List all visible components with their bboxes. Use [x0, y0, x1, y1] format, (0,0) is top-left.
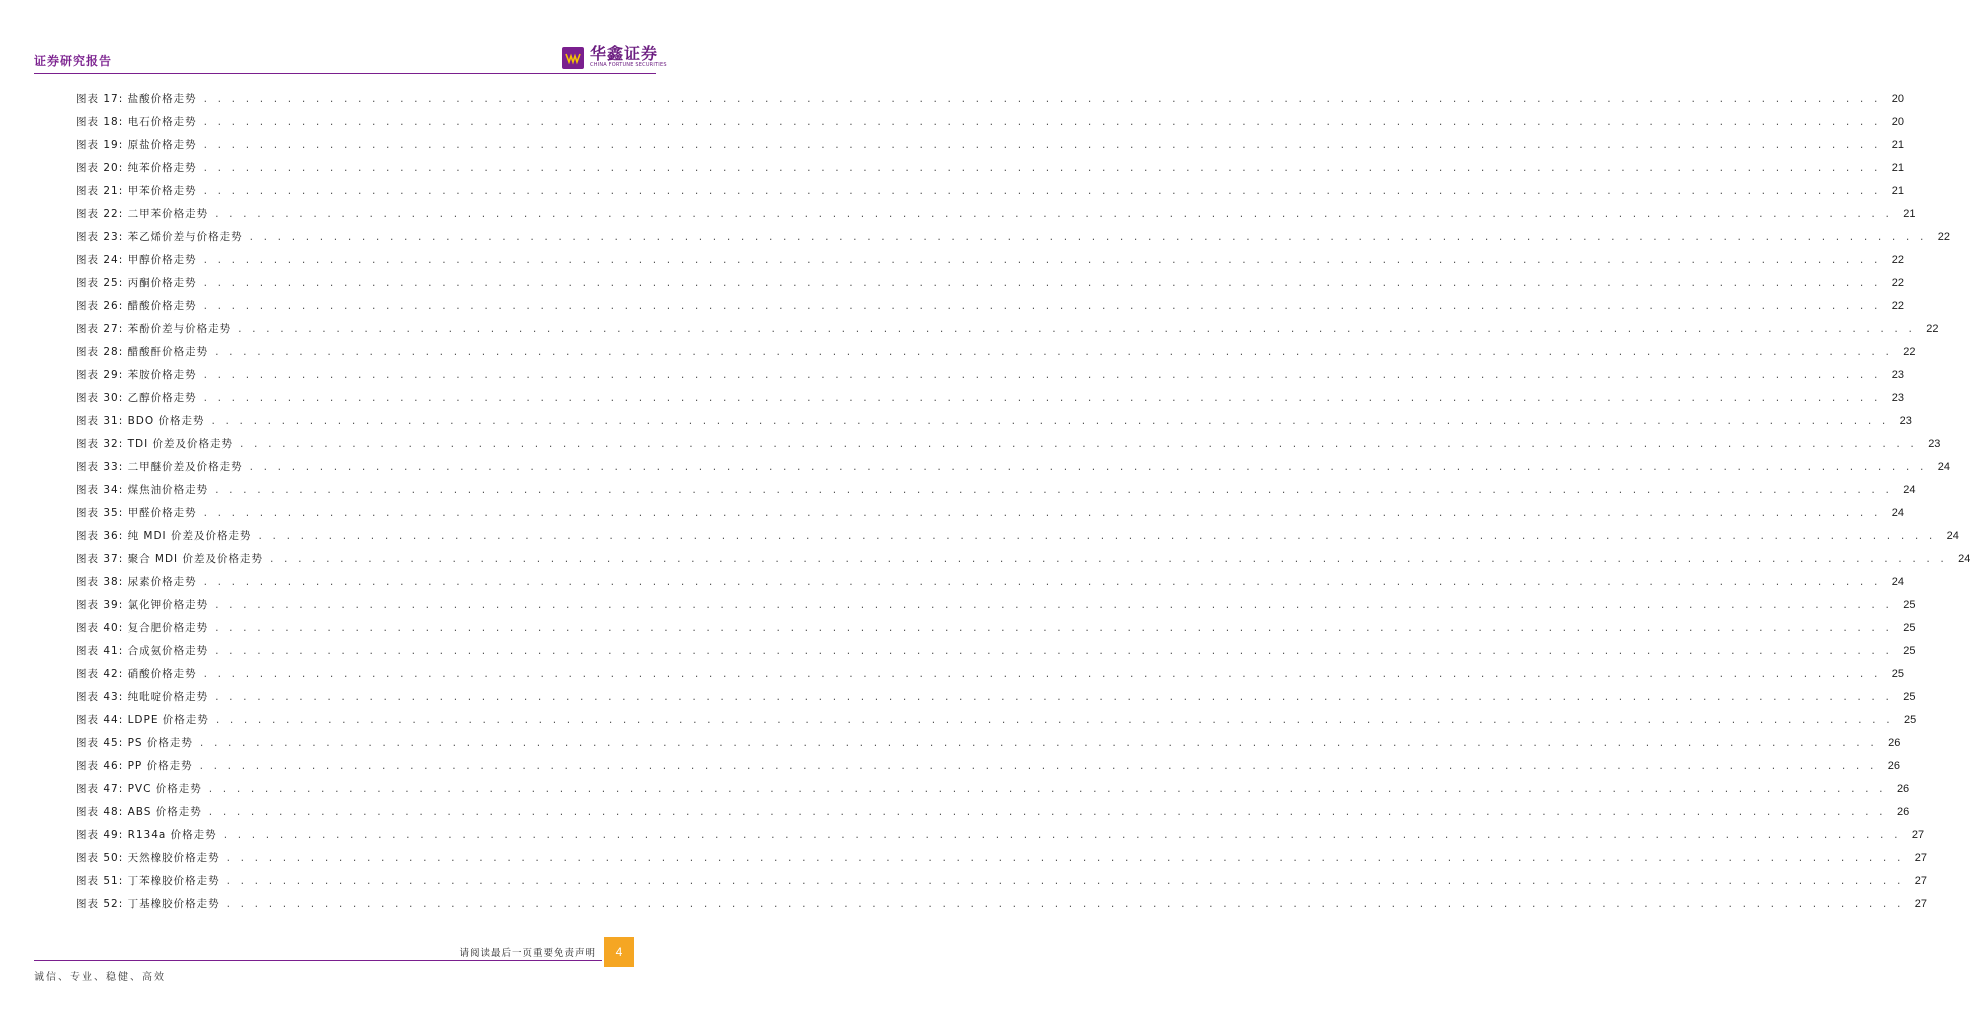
toc-dot-leader: . . . . . . . . . . . . . . . . . . . . . . . . . . . . . . . . . . . . . . . . . . . . . . . . . . . . . . . . . . . . . . . . . . . . . . . . . . . . . . . . . . . . . . . . . . . . . . . . . . . . . . . . . . . . . . . . . . . . . . . .: [214, 486, 1892, 496]
toc-entry-label: 图表 38: 尿素价格走势: [76, 576, 197, 588]
toc-entry-page: 25: [1903, 645, 1916, 657]
toc-entry[interactable]: [76, 272, 1904, 295]
toc-entry[interactable]: [76, 778, 1910, 801]
toc-entry-label: 图表 31: BDO 价格走势: [76, 415, 205, 427]
toc-entry-label: 图表 22: 二甲苯价格走势: [76, 208, 209, 220]
toc-dot-leader: . . . . . . . . . . . . . . . . . . . . . . . . . . . . . . . . . . . . . . . . . . . . . . . . . . . . . . . . . . . . . . . . . . . . . . . . . . . . . . . . . . . . . . . . . . . . . . . . . . . . . . . . . . . . . . . . . . . . . . . .: [214, 601, 1892, 611]
toc-entry[interactable]: [76, 617, 1916, 640]
toc-entry[interactable]: [76, 387, 1904, 410]
toc-entry[interactable]: [76, 801, 1910, 824]
toc-entry-page: 26: [1896, 783, 1910, 795]
toc-entry[interactable]: [76, 640, 1916, 663]
toc-entry-page: 21: [1891, 162, 1904, 174]
toc-entry-page: 27: [1914, 875, 1927, 887]
brand-name-cn: 华鑫证券: [590, 44, 659, 63]
toc-entry-label: 图表 37: 聚合 MDI 价差及价格走势: [76, 553, 263, 565]
toc-entry[interactable]: [76, 433, 1941, 456]
toc-dot-leader: . . . . . . . . . . . . . . . . . . . . . . . . . . . . . . . . . . . . . . . . . . . . . . . . . . . . . . . . . . . . . . . . . . . . . . . . . . . . . . . . . . . . . . . . . . . . . . . . . . . . . . . . . . . . . . . . . . . . . . . .: [225, 877, 1903, 887]
toc-entry[interactable]: [76, 318, 1939, 341]
toc-entry-page: 25: [1891, 668, 1904, 680]
toc-dot-leader: . . . . . . . . . . . . . . . . . . . . . . . . . . . . . . . . . . . . . . . . . . . . . . . . . . . . . . . . . . . . . . . . . . . . . . . . . . . . . . . . . . . . . . . . . . . . . . . . . . . . . . . . . . . . . . . . . . . . . . . .: [202, 670, 1880, 680]
toc-entry[interactable]: [76, 456, 1950, 479]
company-slogan: 诚信、专业、稳健、高效: [34, 972, 166, 983]
toc-entry-page: 24: [1937, 461, 1950, 473]
toc-entry-page: 25: [1903, 714, 1917, 726]
toc-entry[interactable]: [76, 755, 1900, 778]
toc-entry-page: 25: [1903, 691, 1916, 703]
toc-entry-label: 图表 34: 煤焦油价格走势: [76, 484, 209, 496]
toc-dot-leader: . . . . . . . . . . . . . . . . . . . . . . . . . . . . . . . . . . . . . . . . . . . . . . . . . . . . . . . . . . . . . . . . . . . . . . . . . . . . . . . . . . . . . . . . . . . . . . . . . . . . . . . . . . . . . . . . . . . . . . . .: [202, 578, 1880, 588]
toc-entry-label: 图表 44: LDPE 价格走势: [76, 714, 209, 726]
toc-entry-page: 21: [1903, 208, 1916, 220]
toc-entry-label: 图表 35: 甲醛价格走势: [76, 507, 197, 519]
toc-entry-page: 27: [1911, 829, 1925, 841]
toc-dot-leader: . . . . . . . . . . . . . . . . . . . . . . . . . . . . . . . . . . . . . . . . . . . . . . . . . . . . . . . . . . . . . . . . . . . . . . . . . . . . . . . . . . . . . . . . . . . . . . . . . . . . . . . . . . . . . . . . . . . . . . . .: [214, 348, 1892, 358]
toc-dot-leader: . . . . . . . . . . . . . . . . . . . . . . . . . . . . . . . . . . . . . . . . . . . . . . . . . . . . . . . . . . . . . . . . . . . . . . . . . . . . . . . . . . . . . . . . . . . . . . . . . . . . . . . . . . . . . . . . . . . . . . . .: [269, 555, 1947, 565]
toc-entry-label: 图表 30: 乙醇价格走势: [76, 392, 197, 404]
toc-entry-label: 图表 51: 丁苯橡胶价格走势: [76, 875, 220, 887]
toc-entry-label: 图表 40: 复合肥价格走势: [76, 622, 209, 634]
toc-dot-leader: . . . . . . . . . . . . . . . . . . . . . . . . . . . . . . . . . . . . . . . . . . . . . . . . . . . . . . . . . . . . . . . . . . . . . . . . . . . . . . . . . . . . . . . . . . . . . . . . . . . . . . . . . . . . . . . . . . . . . . . .: [225, 900, 1903, 910]
toc-dot-leader: . . . . . . . . . . . . . . . . . . . . . . . . . . . . . . . . . . . . . . . . . . . . . . . . . . . . . . . . . . . . . . . . . . . . . . . . . . . . . . . . . . . . . . . . . . . . . . . . . . . . . . . . . . . . . . . . . . . . . . . .: [214, 693, 1892, 703]
toc-dot-leader: . . . . . . . . . . . . . . . . . . . . . . . . . . . . . . . . . . . . . . . . . . . . . . . . . . . . . . . . . . . . . . . . . . . . . . . . . . . . . . . . . . . . . . . . . . . . . . . . . . . . . . . . . . . . . . . . . . . . . . . .: [207, 785, 1886, 795]
toc-entry[interactable]: [76, 502, 1904, 525]
report-type-title: 证券研究报告: [34, 54, 113, 68]
toc-entry-page: 21: [1891, 185, 1904, 197]
toc-entry[interactable]: [76, 870, 1927, 893]
toc-entry[interactable]: [76, 893, 1927, 916]
toc-entry[interactable]: [76, 180, 1904, 203]
toc-entry[interactable]: [76, 410, 1912, 433]
toc-entry-label: 图表 47: PVC 价格走势: [76, 783, 202, 795]
page-number-badge: 4: [604, 937, 634, 967]
toc-entry-label: 图表 26: 醋酸价格走势: [76, 300, 197, 312]
toc-entry-page: 24: [1958, 553, 1970, 565]
toc-entry-label: 图表 48: ABS 价格走势: [76, 806, 202, 818]
header-divider: [34, 73, 656, 74]
toc-dot-leader: . . . . . . . . . . . . . . . . . . . . . . . . . . . . . . . . . . . . . . . . . . . . . . . . . . . . . . . . . . . . . . . . . . . . . . . . . . . . . . . . . . . . . . . . . . . . . . . . . . . . . . . . . . . . . . . . . . . . . . . .: [214, 210, 1892, 220]
toc-entry-page: 23: [1928, 438, 1941, 450]
disclaimer-note: 请阅读最后一页重要免责声明: [459, 948, 596, 959]
toc-entry-page: 22: [1926, 323, 1939, 335]
brand-mark-icon: [562, 47, 584, 69]
toc-entry-label: 图表 33: 二甲醚价差及价格走势: [76, 461, 243, 473]
toc-entry-page: 22: [1891, 277, 1904, 289]
toc-entry-page: 22: [1937, 231, 1950, 243]
toc-entry-page: 22: [1903, 346, 1916, 358]
toc-entry-label: 图表 17: 盐酸价格走势: [76, 93, 197, 105]
toc-dot-leader: . . . . . . . . . . . . . . . . . . . . . . . . . . . . . . . . . . . . . . . . . . . . . . . . . . . . . . . . . . . . . . . . . . . . . . . . . . . . . . . . . . . . . . . . . . . . . . . . . . . . . . . . . . . . . . . . . . . . . . . .: [202, 187, 1880, 197]
toc-entry-page: 24: [1891, 507, 1904, 519]
toc-entry-page: 26: [1896, 806, 1910, 818]
toc-entry-page: 23: [1899, 415, 1912, 427]
toc-entry-label: 图表 36: 纯 MDI 价差及价格走势: [76, 530, 252, 542]
toc-entry[interactable]: [76, 341, 1916, 364]
toc-entry-page: 24: [1891, 576, 1904, 588]
toc-dot-leader: . . . . . . . . . . . . . . . . . . . . . . . . . . . . . . . . . . . . . . . . . . . . . . . . . . . . . . . . . . . . . . . . . . . . . . . . . . . . . . . . . . . . . . . . . . . . . . . . . . . . . . . . . . . . . . . . . . . . . . . .: [198, 739, 1877, 749]
toc-entry-label: 图表 28: 醋酸酐价格走势: [76, 346, 209, 358]
toc-dot-leader: . . . . . . . . . . . . . . . . . . . . . . . . . . . . . . . . . . . . . . . . . . . . . . . . . . . . . . . . . . . . . . . . . . . . . . . . . . . . . . . . . . . . . . . . . . . . . . . . . . . . . . . . . . . . . . . . . . . . . . . .: [214, 624, 1892, 634]
toc-dot-leader: . . . . . . . . . . . . . . . . . . . . . . . . . . . . . . . . . . . . . . . . . . . . . . . . . . . . . . . . . . . . . . . . . . . . . . . . . . . . . . . . . . . . . . . . . . . . . . . . . . . . . . . . . . . . . . . . . . . . . . . .: [202, 302, 1880, 312]
toc-entry-label: 图表 41: 合成氨价格走势: [76, 645, 209, 657]
toc-entry-page: 24: [1903, 484, 1916, 496]
toc-entry[interactable]: [76, 571, 1904, 594]
toc-entry-label: 图表 50: 天然橡胶价格走势: [76, 852, 220, 864]
toc-entry-label: 图表 43: 纯吡啶价格走势: [76, 691, 209, 703]
toc-entry[interactable]: [76, 479, 1916, 502]
toc-entry[interactable]: [76, 594, 1916, 617]
toc-dot-leader: . . . . . . . . . . . . . . . . . . . . . . . . . . . . . . . . . . . . . . . . . . . . . . . . . . . . . . . . . . . . . . . . . . . . . . . . . . . . . . . . . . . . . . . . . . . . . . . . . . . . . . . . . . . . . . . . . . . . . . . .: [222, 831, 1901, 841]
toc-entry-page: 26: [1887, 760, 1900, 772]
toc-dot-leader: . . . . . . . . . . . . . . . . . . . . . . . . . . . . . . . . . . . . . . . . . . . . . . . . . . . . . . . . . . . . . . . . . . . . . . . . . . . . . . . . . . . . . . . . . . . . . . . . . . . . . . . . . . . . . . . . . . . . . . . .: [202, 118, 1880, 128]
toc-dot-leader: . . . . . . . . . . . . . . . . . . . . . . . . . . . . . . . . . . . . . . . . . . . . . . . . . . . . . . . . . . . . . . . . . . . . . . . . . . . . . . . . . . . . . . . . . . . . . . . . . . . . . . . . . . . . . . . . . . . . . . . .: [239, 440, 1917, 450]
toc-dot-leader: . . . . . . . . . . . . . . . . . . . . . . . . . . . . . . . . . . . . . . . . . . . . . . . . . . . . . . . . . . . . . . . . . . . . . . . . . . . . . . . . . . . . . . . . . . . . . . . . . . . . . . . . . . . . . . . . . . . . . . . .: [202, 141, 1880, 151]
toc-entry[interactable]: [76, 548, 1970, 571]
toc-dot-leader: . . . . . . . . . . . . . . . . . . . . . . . . . . . . . . . . . . . . . . . . . . . . . . . . . . . . . . . . . . . . . . . . . . . . . . . . . . . . . . . . . . . . . . . . . . . . . . . . . . . . . . . . . . . . . . . . . . . . . . . .: [210, 417, 1888, 427]
toc-entry-label: 图表 25: 丙酮价格走势: [76, 277, 197, 289]
toc-entry-page: 27: [1914, 852, 1927, 864]
toc-entry-page: 26: [1888, 737, 1901, 749]
toc-entry-label: 图表 19: 原盐价格走势: [76, 139, 197, 151]
toc-dot-leader: . . . . . . . . . . . . . . . . . . . . . . . . . . . . . . . . . . . . . . . . . . . . . . . . . . . . . . . . . . . . . . . . . . . . . . . . . . . . . . . . . . . . . . . . . . . . . . . . . . . . . . . . . . . . . . . . . . . . . . . .: [207, 808, 1886, 818]
toc-dot-leader: . . . . . . . . . . . . . . . . . . . . . . . . . . . . . . . . . . . . . . . . . . . . . . . . . . . . . . . . . . . . . . . . . . . . . . . . . . . . . . . . . . . . . . . . . . . . . . . . . . . . . . . . . . . . . . . . . . . . . . . .: [214, 647, 1892, 657]
toc-entry-page: 27: [1914, 898, 1927, 910]
toc-entry[interactable]: [76, 249, 1904, 272]
toc-dot-leader: . . . . . . . . . . . . . . . . . . . . . . . . . . . . . . . . . . . . . . . . . . . . . . . . . . . . . . . . . . . . . . . . . . . . . . . . . . . . . . . . . . . . . . . . . . . . . . . . . . . . . . . . . . . . . . . . . . . . . . . .: [202, 164, 1880, 174]
toc-entry[interactable]: [76, 663, 1904, 686]
brand-name-en: CHINA FORTUNE SECURITIES: [590, 62, 667, 68]
toc-dot-leader: . . . . . . . . . . . . . . . . . . . . . . . . . . . . . . . . . . . . . . . . . . . . . . . . . . . . . . . . . . . . . . . . . . . . . . . . . . . . . . . . . . . . . . . . . . . . . . . . . . . . . . . . . . . . . . . . . . . . . . . .: [214, 716, 1893, 726]
toc-entry[interactable]: [76, 686, 1916, 709]
toc-entry[interactable]: [76, 364, 1904, 387]
toc-dot-leader: . . . . . . . . . . . . . . . . . . . . . . . . . . . . . . . . . . . . . . . . . . . . . . . . . . . . . . . . . . . . . . . . . . . . . . . . . . . . . . . . . . . . . . . . . . . . . . . . . . . . . . . . . . . . . . . . . . . . . . . .: [202, 371, 1880, 381]
toc-dot-leader: . . . . . . . . . . . . . . . . . . . . . . . . . . . . . . . . . . . . . . . . . . . . . . . . . . . . . . . . . . . . . . . . . . . . . . . . . . . . . . . . . . . . . . . . . . . . . . . . . . . . . . . . . . . . . . . . . . . . . . . .: [202, 394, 1880, 404]
toc-dot-leader: . . . . . . . . . . . . . . . . . . . . . . . . . . . . . . . . . . . . . . . . . . . . . . . . . . . . . . . . . . . . . . . . . . . . . . . . . . . . . . . . . . . . . . . . . . . . . . . . . . . . . . . . . . . . . . . . . . . . . . . .: [248, 463, 1926, 473]
brand-logo: [562, 46, 667, 69]
toc-entry[interactable]: [76, 157, 1904, 180]
toc-entry-label: 图表 21: 甲苯价格走势: [76, 185, 197, 197]
toc-dot-leader: . . . . . . . . . . . . . . . . . . . . . . . . . . . . . . . . . . . . . . . . . . . . . . . . . . . . . . . . . . . . . . . . . . . . . . . . . . . . . . . . . . . . . . . . . . . . . . . . . . . . . . . . . . . . . . . . . . . . . . . .: [202, 509, 1880, 519]
toc-entry-label: 图表 42: 硝酸价格走势: [76, 668, 197, 680]
figure-index-list: [76, 88, 1970, 916]
toc-entry-label: 图表 52: 丁基橡胶价格走势: [76, 898, 220, 910]
toc-entry-page: 25: [1903, 599, 1916, 611]
toc-entry-label: 图表 18: 电石价格走势: [76, 116, 197, 128]
toc-entry[interactable]: [76, 525, 1959, 548]
toc-dot-leader: . . . . . . . . . . . . . . . . . . . . . . . . . . . . . . . . . . . . . . . . . . . . . . . . . . . . . . . . . . . . . . . . . . . . . . . . . . . . . . . . . . . . . . . . . . . . . . . . . . . . . . . . . . . . . . . . . . . . . . . .: [202, 279, 1880, 289]
toc-entry-page: 23: [1891, 369, 1904, 381]
toc-entry[interactable]: [76, 824, 1925, 847]
toc-entry-label: 图表 24: 甲醇价格走势: [76, 254, 197, 266]
toc-dot-leader: . . . . . . . . . . . . . . . . . . . . . . . . . . . . . . . . . . . . . . . . . . . . . . . . . . . . . . . . . . . . . . . . . . . . . . . . . . . . . . . . . . . . . . . . . . . . . . . . . . . . . . . . . . . . . . . . . . . . . . . .: [257, 532, 1935, 542]
toc-entry-label: 图表 23: 苯乙烯价差与价格走势: [76, 231, 243, 243]
toc-entry[interactable]: [76, 203, 1916, 226]
toc-entry[interactable]: [76, 295, 1904, 318]
toc-entry-page: 25: [1903, 622, 1916, 634]
toc-entry-label: 图表 39: 氯化钾价格走势: [76, 599, 209, 611]
toc-entry[interactable]: [76, 134, 1904, 157]
toc-entry-page: 22: [1891, 300, 1904, 312]
toc-entry-label: 图表 46: PP 价格走势: [76, 760, 193, 772]
toc-entry-page: 21: [1891, 139, 1904, 151]
toc-entry[interactable]: [76, 709, 1917, 732]
toc-entry[interactable]: [76, 732, 1901, 755]
toc-entry-label: 图表 45: PS 价格走势: [76, 737, 193, 749]
toc-entry-page: 22: [1891, 254, 1904, 266]
toc-dot-leader: . . . . . . . . . . . . . . . . . . . . . . . . . . . . . . . . . . . . . . . . . . . . . . . . . . . . . . . . . . . . . . . . . . . . . . . . . . . . . . . . . . . . . . . . . . . . . . . . . . . . . . . . . . . . . . . . . . . . . . . .: [198, 762, 1876, 772]
toc-entry-label: 图表 29: 苯胺价格走势: [76, 369, 197, 381]
footer-divider: [34, 960, 602, 961]
toc-entry[interactable]: [76, 847, 1927, 870]
toc-entry-page: 20: [1891, 93, 1904, 105]
toc-entry-label: 图表 20: 纯苯价格走势: [76, 162, 197, 174]
toc-dot-leader: . . . . . . . . . . . . . . . . . . . . . . . . . . . . . . . . . . . . . . . . . . . . . . . . . . . . . . . . . . . . . . . . . . . . . . . . . . . . . . . . . . . . . . . . . . . . . . . . . . . . . . . . . . . . . . . . . . . . . . . .: [248, 233, 1926, 243]
toc-entry-label: 图表 49: R134a 价格走势: [76, 829, 217, 841]
toc-entry-label: 图表 32: TDI 价差及价格走势: [76, 438, 234, 450]
toc-dot-leader: . . . . . . . . . . . . . . . . . . . . . . . . . . . . . . . . . . . . . . . . . . . . . . . . . . . . . . . . . . . . . . . . . . . . . . . . . . . . . . . . . . . . . . . . . . . . . . . . . . . . . . . . . . . . . . . . . . . . . . . .: [225, 854, 1903, 864]
toc-entry-page: 24: [1946, 530, 1959, 542]
toc-entry[interactable]: [76, 88, 1904, 111]
toc-dot-leader: . . . . . . . . . . . . . . . . . . . . . . . . . . . . . . . . . . . . . . . . . . . . . . . . . . . . . . . . . . . . . . . . . . . . . . . . . . . . . . . . . . . . . . . . . . . . . . . . . . . . . . . . . . . . . . . . . . . . . . . .: [237, 325, 1915, 335]
toc-entry[interactable]: [76, 111, 1904, 134]
toc-entry[interactable]: [76, 226, 1950, 249]
toc-dot-leader: . . . . . . . . . . . . . . . . . . . . . . . . . . . . . . . . . . . . . . . . . . . . . . . . . . . . . . . . . . . . . . . . . . . . . . . . . . . . . . . . . . . . . . . . . . . . . . . . . . . . . . . . . . . . . . . . . . . . . . . .: [202, 95, 1880, 105]
toc-entry-page: 20: [1891, 116, 1904, 128]
toc-entry-page: 23: [1891, 392, 1904, 404]
toc-entry-label: 图表 27: 苯酚价差与价格走势: [76, 323, 232, 335]
toc-dot-leader: . . . . . . . . . . . . . . . . . . . . . . . . . . . . . . . . . . . . . . . . . . . . . . . . . . . . . . . . . . . . . . . . . . . . . . . . . . . . . . . . . . . . . . . . . . . . . . . . . . . . . . . . . . . . . . . . . . . . . . . .: [202, 256, 1880, 266]
